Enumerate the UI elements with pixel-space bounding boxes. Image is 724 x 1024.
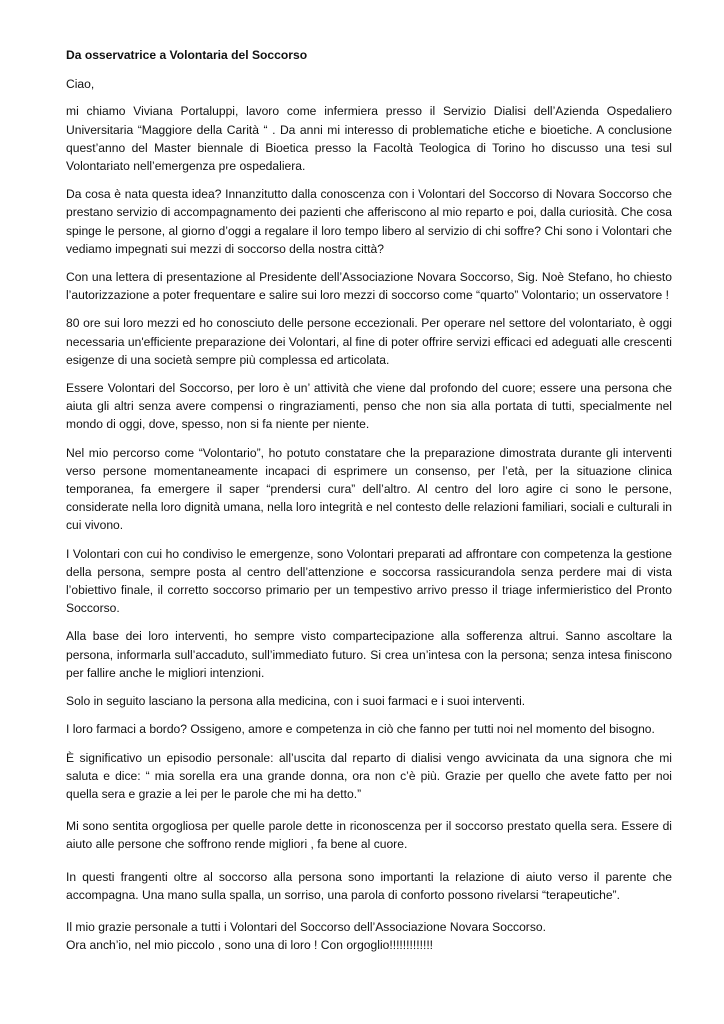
paragraph-medicine: Solo in seguito lasciano la persona alla medicina, con i suoi farmaci e i suoi interventi. xyxy=(66,694,526,709)
paragraph-drugs: I loro farmaci a bordo? Ossigeno, amore e competenza in ciò che fanno per tutti noi nel momento del bisogno. xyxy=(66,722,655,737)
paragraph-hours: 80 ore sui loro mezzi ed ho conosciuto delle persone eccezionali. Per operare nel settore del volontariato, è oggi necessaria un'efficiente preparazione dei Volontari, al fine di poter offrire servizi efficaci ed adeguati alle crescenti esigenze di una società sempre più complessa ed articolata. xyxy=(66,316,672,367)
paragraph-request: Con una lettera di presentazione al Presidente dell’Associazione Novara Soccorso, Sig. Noè Stefano, ho chiesto l’autorizzazione a poter frequentare e salire sui loro mezzi di soccorso come “quarto” Volontario; un osservatore ! xyxy=(66,270,672,303)
closing-signoff: Ora anch’io, nel mio piccolo , sono una di loro ! Con orgoglio!!!!!!!!!!!!! xyxy=(66,938,434,953)
paragraph-emergencies: I Volontari con cui ho condiviso le emergenze, sono Volontari preparati ad affrontare con competenza la gestione della persona, sempre posta al centro dell’attenzione e soccorsa rassicurandola senza perdere mai di vista l’obiettivo finale, il corretto soccorso primario per un tempestivo arrivo presso il triage infermieristico del Pronto Soccorso. xyxy=(66,546,672,616)
document-title: Da osservatrice a Volontaria del Soccorso xyxy=(66,48,308,62)
paragraph-proud: Mi sono sentita orgogliosa per quelle parole dette in riconoscenza per il soccorso prestato quella sera. Essere di aiuto alle persone che soffrono rende migliori , fa bene al cuore. xyxy=(66,819,672,852)
paragraph-being-volunteer: Essere Volontari del Soccorso, per loro è un’ attività che viene dal profondo del cuore; essere una persona che aiuta gli altri senza avere compensi o ringraziamenti, penso che non sia alla portata di tutti, specialmente nel mondo di oggi, dove, spesso, non si fa niente per niente. xyxy=(66,381,672,432)
paragraph-base: Alla base dei loro interventi, ho sempre visto compartecipazione alla sofferenza altrui. Sanno ascoltare la persona, informarla sull’accaduto, sull’immediato futuro. Si crea un’intesa con la persona; senza intesa finiscono per fallire anche le migliori intenzioni. xyxy=(66,629,672,680)
paragraph-path: Nel mio percorso come “Volontario”, ho potuto constatare che la preparazione dimostrata durante gli interventi verso persone momentaneamente incapaci di esprimere un consenso, per l’età, per la situazione clinica temporanea, fa emergere il saper “prendersi cura” dell’altro. Al centro del loro agire ci sono le persone, considerate nella loro dignità umana, nella loro integrità e nel contesto delle relazioni familiari, sociali e culturali in cui vivono. xyxy=(66,445,672,533)
paragraph-episode: È significativo un episodio personale: all’uscita dal reparto di dialisi vengo avvicinata da una signora che mi saluta e dice: “ mia sorella era una grande donna, ora non c’è più. Grazie per quello che avete fatto per noi quella sera e grazie a lei per le parole che mi ha detto.” xyxy=(66,750,672,801)
paragraph-moments: In questi frangenti oltre al soccorso alla persona sono importanti la relazione di aiuto verso il parente che accompagna. Una mano sulla spalla, un sorriso, una parola di conforto possono rivelarsi “terapeutiche”. xyxy=(66,869,672,902)
paragraph-intro: mi chiamo Viviana Portaluppi, lavoro come infermiera presso il Servizio Dialisi dell’Azienda Ospedaliero Universitaria “Maggiore della Carità “ . Da anni mi interesso di problematiche etiche e bioetiche. A conclusione quest’anno del Master biennale di Bioetica presso la Facoltà Teologica di Torino ho discusso una tesi sul Volontariato nell’emergenza pre ospedaliera. xyxy=(66,104,672,174)
paragraph-origin: Da cosa è nata questa idea? Innanzitutto dalla conoscenza con i Volontari del Soccorso di Novara Soccorso che prestano servizio di accompagnamento dei pazienti che afferiscono al mio reparto e poi, dalla curiosità. Che cosa spinge le persone, al giorno d’oggi a regalare il loro tempo libero al servizio di chi soffre? Chi sono i Volontari che vediamo impegnati sui mezzi di soccorso della nostra città? xyxy=(66,187,672,256)
closing xyxy=(66,918,672,954)
closing-thanks: Il mio grazie personale a tutti i Volontari del Soccorso dell’Associazione Novara Soccorso. xyxy=(66,919,546,934)
greeting: Ciao, xyxy=(66,77,95,92)
